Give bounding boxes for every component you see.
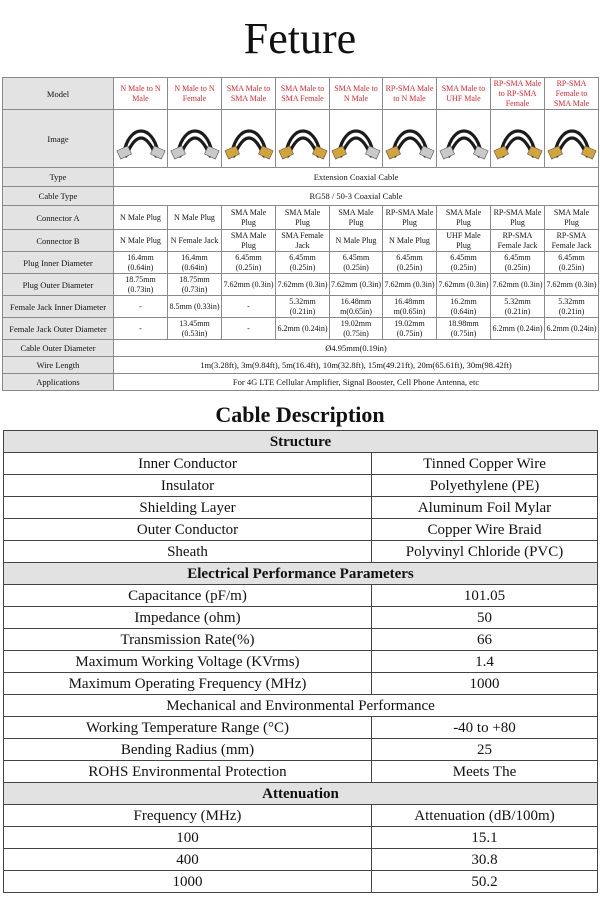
structure-param: Sheath: [4, 541, 372, 563]
jack-inner-cell: -: [222, 296, 276, 318]
spec-row: [3, 168, 599, 187]
spec-row: [3, 357, 599, 374]
attenuation-value: 30.8: [372, 849, 598, 871]
plug-outer-cell: 7.62mm (0.3in): [276, 274, 330, 296]
plug-outer-cell: 18.75mm (0.73in): [114, 274, 168, 296]
image-label: Image: [3, 110, 114, 168]
rp-sma-female-to-sma-icon: [547, 114, 597, 164]
spec-row: [3, 340, 599, 357]
jack-outer-cell: 6.2mm (0.24in): [276, 318, 330, 340]
jack-outer-cell: 18.98mm (0.75in): [437, 318, 491, 340]
electrical-value: 101.05: [372, 585, 598, 607]
connector-a-cell: SMA Male Plug: [437, 206, 491, 230]
attenuation-param: 100: [4, 827, 372, 849]
mechanical-param: Working Temperature Range (°C): [4, 717, 372, 739]
description-row: [4, 761, 598, 783]
image-cell: [383, 110, 437, 168]
plug-outer-cell: 18.75mm (0.73in): [168, 274, 222, 296]
rp-sma-to-n-icon: [385, 114, 435, 164]
plug-outer-label: Plug Outer Diameter: [3, 274, 114, 296]
description-row: [4, 497, 598, 519]
plug-inner-cell: 6.45mm (0.25in): [545, 252, 599, 274]
structure-value: Copper Wire Braid: [372, 519, 598, 541]
type-label: Type: [3, 168, 114, 187]
connector-a-label: Connector A: [3, 206, 114, 230]
connector-b-cell: N Male Plug: [330, 230, 383, 252]
connector-b-cell: RP-SMA Female Jack: [545, 230, 599, 252]
structure-value: Tinned Copper Wire: [372, 453, 598, 475]
attenuation-heading: Attenuation: [4, 783, 598, 805]
mechanical-value: -40 to +80: [372, 717, 598, 739]
jack-outer-label: Female Jack Outer Diameter: [3, 318, 114, 340]
electrical-value: 1.4: [372, 651, 598, 673]
spec-row: [3, 274, 599, 296]
image-cell: [437, 110, 491, 168]
model-cell: RP-SMA Female to SMA Male: [545, 78, 599, 110]
connector-a-cell: SMA Male Plug: [545, 206, 599, 230]
image-cell: [114, 110, 168, 168]
jack-inner-cell: 5.32mm (0.21in): [545, 296, 599, 318]
electrical-param: Transmission Rate(%): [4, 629, 372, 651]
jack-outer-cell: 6.2mm (0.24in): [491, 318, 545, 340]
model-cell: RP-SMA Male to RP-SMA Female: [491, 78, 545, 110]
electrical-value: 66: [372, 629, 598, 651]
description-row: [4, 651, 598, 673]
spec-table: [2, 77, 599, 391]
model-cell: SMA Male to SMA Female: [276, 78, 330, 110]
connector-a-cell: SMA Male Plug: [330, 206, 383, 230]
spec-row: [3, 110, 599, 168]
jack-inner-label: Female Jack Inner Diameter: [3, 296, 114, 318]
attenuation-value: 50.2: [372, 871, 598, 893]
description-row: [4, 563, 598, 585]
structure-param: Outer Conductor: [4, 519, 372, 541]
n-male-icon: [116, 114, 166, 164]
description-row: [4, 673, 598, 695]
jack-outer-cell: -: [114, 318, 168, 340]
connector-a-cell: SMA Male Plug: [222, 206, 276, 230]
attenuation-column-header: Frequency (MHz): [4, 805, 372, 827]
spec-row: [3, 230, 599, 252]
model-cell: N Male to N Female: [168, 78, 222, 110]
attenuation-value: 15.1: [372, 827, 598, 849]
electrical-heading: Electrical Performance Parameters: [4, 563, 598, 585]
mechanical-param: ROHS Environmental Protection: [4, 761, 372, 783]
plug-outer-cell: 7.62mm (0.3in): [437, 274, 491, 296]
description-row: [4, 871, 598, 893]
description-row: [4, 739, 598, 761]
description-row: [4, 475, 598, 497]
jack-outer-cell: 6.2mm (0.24in): [545, 318, 599, 340]
spec-row: [3, 187, 599, 206]
plug-inner-cell: 16.4mm (0.64in): [168, 252, 222, 274]
connector-b-cell: SMA Male Plug: [222, 230, 276, 252]
cable-description-table: [3, 430, 598, 893]
sma-female-icon: [278, 114, 328, 164]
plug-outer-cell: 7.62mm (0.3in): [383, 274, 437, 296]
plug-inner-cell: 6.45mm (0.25in): [437, 252, 491, 274]
electrical-param: Maximum Operating Frequency (MHz): [4, 673, 372, 695]
rp-sma-to-rp-sma-icon: [493, 114, 543, 164]
jack-inner-cell: 8.5mm (0.33in): [168, 296, 222, 318]
connector-a-cell: SMA Male Plug: [276, 206, 330, 230]
jack-outer-cell: -: [222, 318, 276, 340]
jack-outer-cell: 13.45mm (0.53in): [168, 318, 222, 340]
description-row: [4, 805, 598, 827]
cable-outer-value: Ø4.95mm(0.19in): [114, 340, 599, 357]
connector-b-label: Connector B: [3, 230, 114, 252]
plug-inner-cell: 6.45mm (0.25in): [222, 252, 276, 274]
description-row: [4, 717, 598, 739]
description-row: [4, 783, 598, 805]
jack-inner-cell: 16.48mm m(0.65in): [383, 296, 437, 318]
connector-a-cell: RP-SMA Male Plug: [383, 206, 437, 230]
structure-value: Aluminum Foil Mylar: [372, 497, 598, 519]
attenuation-param: 400: [4, 849, 372, 871]
plug-outer-cell: 7.62mm (0.3in): [222, 274, 276, 296]
structure-value: Polyvinyl Chloride (PVC): [372, 541, 598, 563]
cable-description-title: Cable Description: [215, 402, 385, 427]
electrical-param: Maximum Working Voltage (KVrms): [4, 651, 372, 673]
model-cell: SMA Male to SMA Male: [222, 78, 276, 110]
image-cell: [168, 110, 222, 168]
spec-row: [3, 252, 599, 274]
plug-inner-cell: 6.45mm (0.25in): [276, 252, 330, 274]
description-row: [4, 695, 598, 717]
n-female-icon: [170, 114, 220, 164]
electrical-value: 1000: [372, 673, 598, 695]
structure-heading: Structure: [4, 431, 598, 453]
model-cell: N Male to N Male: [114, 78, 168, 110]
connector-b-cell: SMA Female Jack: [276, 230, 330, 252]
jack-inner-cell: 16.2mm (0.64in): [437, 296, 491, 318]
description-row: [4, 827, 598, 849]
page-title: Feture: [243, 14, 357, 63]
description-row: [4, 629, 598, 651]
mechanical-value: 25: [372, 739, 598, 761]
connector-b-cell: N Male Plug: [114, 230, 168, 252]
jack-inner-cell: 16.48mm m(0.65in): [330, 296, 383, 318]
attenuation-param: 1000: [4, 871, 372, 893]
type-value: Extension Coaxial Cable: [114, 168, 599, 187]
sma-to-uhf-icon: [439, 114, 489, 164]
plug-outer-cell: 7.62mm (0.3in): [330, 274, 383, 296]
jack-outer-cell: 19.02mm (0.75in): [330, 318, 383, 340]
spec-row: [3, 78, 599, 110]
wire-length-value: 1m(3.28ft), 3m(9.84ft), 5m(16.4ft), 10m(32.8ft), 15m(49.21ft), 20m(65.61ft), 30m(98.42ft): [114, 357, 599, 374]
plug-inner-cell: 6.45mm (0.25in): [491, 252, 545, 274]
structure-param: Inner Conductor: [4, 453, 372, 475]
structure-param: Insulator: [4, 475, 372, 497]
model-cell: SMA Male to N Male: [330, 78, 383, 110]
applications-value: For 4G LTE Cellular Amplifier, Signal Booster, Cell Phone Antenna, etc: [114, 374, 599, 391]
connector-b-cell: N Male Plug: [383, 230, 437, 252]
mechanical-param: Bending Radius (mm): [4, 739, 372, 761]
image-cell: [491, 110, 545, 168]
description-row: [4, 519, 598, 541]
model-cell: RP-SMA Male to N Male: [383, 78, 437, 110]
spec-row: [3, 206, 599, 230]
sma-male-icon: [224, 114, 274, 164]
cable-outer-label: Cable Outer Diameter: [3, 340, 114, 357]
description-row: [4, 585, 598, 607]
attenuation-column-header: Attenuation (dB/100m): [372, 805, 598, 827]
cable-type-value: RG58 / 50-3 Coaxial Cable: [114, 187, 599, 206]
connector-b-cell: UHF Male Plug: [437, 230, 491, 252]
plug-outer-cell: 7.62mm (0.3in): [545, 274, 599, 296]
jack-outer-cell: 19.02mm (0.75in): [383, 318, 437, 340]
description-row: [4, 453, 598, 475]
electrical-param: Impedance (ohm): [4, 607, 372, 629]
connector-b-cell: N Female Jack: [168, 230, 222, 252]
applications-label: Applications: [3, 374, 114, 391]
image-cell: [276, 110, 330, 168]
wire-length-label: Wire Length: [3, 357, 114, 374]
plug-inner-cell: 6.45mm (0.25in): [383, 252, 437, 274]
description-row: [4, 431, 598, 453]
connector-a-cell: N Male Plug: [168, 206, 222, 230]
jack-inner-cell: 5.32mm (0.21in): [491, 296, 545, 318]
mechanical-value: Meets The: [372, 761, 598, 783]
cable-type-label: Cable Type: [3, 187, 114, 206]
spec-row: [3, 374, 599, 391]
description-row: [4, 849, 598, 871]
spec-row: [3, 318, 599, 340]
structure-value: Polyethylene (PE): [372, 475, 598, 497]
spec-row: [3, 296, 599, 318]
model-cell: SMA Male to UHF Male: [437, 78, 491, 110]
electrical-param: Capacitance (pF/m): [4, 585, 372, 607]
jack-inner-cell: 5.32mm (0.21in): [276, 296, 330, 318]
model-label: Model: [3, 78, 114, 110]
plug-outer-cell: 7.62mm (0.3in): [491, 274, 545, 296]
structure-param: Shielding Layer: [4, 497, 372, 519]
electrical-value: 50: [372, 607, 598, 629]
description-row: [4, 541, 598, 563]
description-row: [4, 607, 598, 629]
sma-to-n-icon: [331, 114, 381, 164]
mechanical-heading: Mechanical and Environmental Performance: [4, 695, 598, 717]
plug-inner-cell: 16.4mm (0.64in): [114, 252, 168, 274]
connector-a-cell: N Male Plug: [114, 206, 168, 230]
image-cell: [330, 110, 383, 168]
image-cell: [545, 110, 599, 168]
plug-inner-label: Plug Inner Diameter: [3, 252, 114, 274]
image-cell: [222, 110, 276, 168]
jack-inner-cell: -: [114, 296, 168, 318]
plug-inner-cell: 6.45mm (0.25in): [330, 252, 383, 274]
connector-a-cell: RP-SMA Male Plug: [491, 206, 545, 230]
connector-b-cell: RP-SMA Female Jack: [491, 230, 545, 252]
